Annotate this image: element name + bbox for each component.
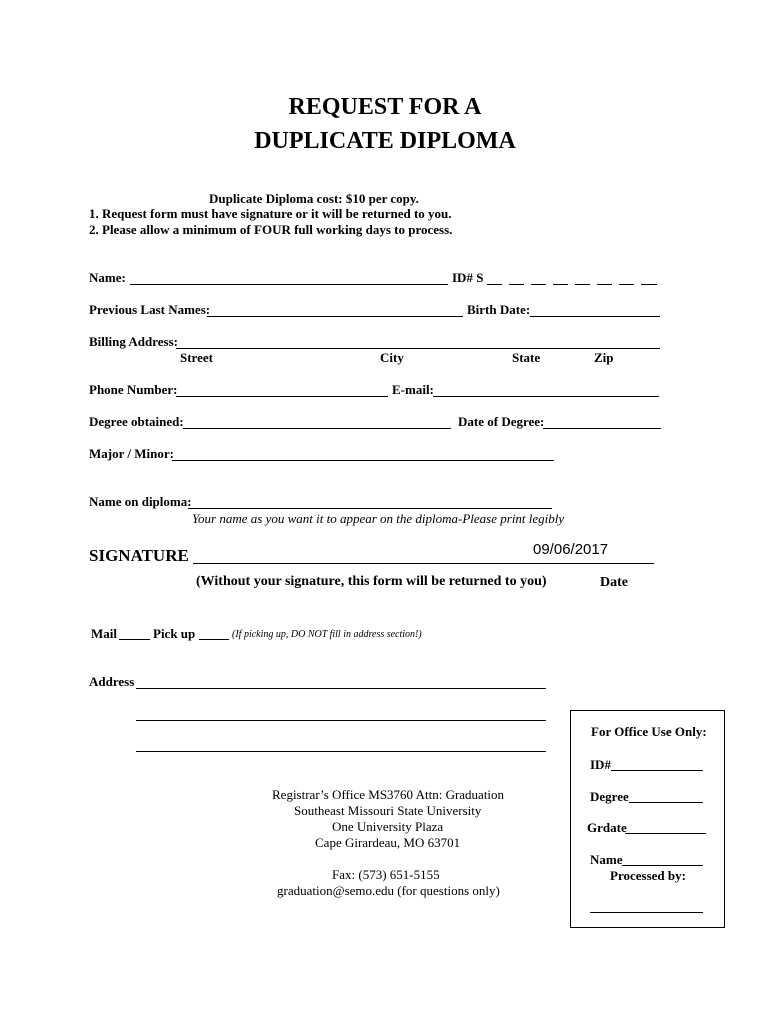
name-on-diploma-label: Name on diploma:	[89, 494, 192, 509]
signature-label: SIGNATURE	[89, 546, 189, 565]
office-degree-label: Degree	[590, 789, 629, 804]
id-digit[interactable]	[597, 284, 612, 285]
address-line-3[interactable]	[136, 751, 546, 752]
cost-text: Duplicate Diploma cost: $10 per copy.	[209, 191, 419, 206]
signature-date-label: Date	[600, 575, 628, 590]
email-label: E-mail:	[392, 382, 434, 397]
office-name-field[interactable]	[622, 865, 703, 866]
state-label: State	[512, 350, 541, 365]
birth-date-label: Birth Date:	[467, 302, 531, 317]
address-line-1[interactable]	[136, 688, 546, 689]
mail-checkbox-line[interactable]	[119, 639, 150, 640]
rule-1: 1. Request form must have signature or it will be returned to you.	[89, 206, 452, 221]
office-grdate-label: Grdate	[587, 820, 627, 835]
office-grdate-field[interactable]	[625, 833, 706, 834]
city-label: City	[380, 350, 404, 365]
address-line-2[interactable]	[136, 720, 546, 721]
signature-date-value[interactable]: 09/06/2017	[533, 541, 609, 558]
office-use-heading: For Office Use Only:	[591, 724, 707, 739]
id-digit[interactable]	[531, 284, 546, 285]
billing-address-field[interactable]	[176, 348, 660, 349]
page-title-line2: DUPLICATE DIPLOMA	[254, 128, 516, 154]
office-id-field[interactable]	[611, 770, 703, 771]
id-label: ID# S	[452, 270, 484, 285]
pickup-label: Pick up	[153, 626, 196, 641]
registrar-line-2: Southeast Missouri State University	[294, 803, 482, 818]
name-on-diploma-hint: Your name as you want it to appear on the diploma-Please print legibly	[192, 511, 565, 526]
registrar-line-1: Registrar’s Office MS3760 Attn: Graduation	[272, 787, 505, 802]
billing-address-label: Billing Address:	[89, 334, 178, 349]
office-processed-by-field[interactable]	[590, 912, 703, 913]
signature-note: (Without your signature, this form will be returned to you)	[196, 574, 547, 589]
previous-last-names-field[interactable]	[207, 316, 463, 317]
pickup-checkbox-line[interactable]	[199, 639, 229, 640]
id-digit[interactable]	[509, 284, 524, 285]
name-field[interactable]	[130, 284, 448, 285]
street-label: Street	[180, 350, 213, 365]
major-minor-label: Major / Minor:	[89, 446, 174, 461]
name-label: Name:	[89, 270, 126, 285]
registrar-email[interactable]: graduation@semo.edu (for questions only)	[277, 883, 500, 898]
id-digit[interactable]	[553, 284, 568, 285]
id-digit[interactable]	[575, 284, 590, 285]
degree-obtained-field[interactable]	[183, 428, 451, 429]
office-processed-by-label: Processed by:	[610, 868, 686, 883]
registrar-line-3: One University Plaza	[332, 819, 444, 834]
date-of-degree-field[interactable]	[543, 428, 661, 429]
pickup-note: (If picking up, DO NOT fill in address section!)	[232, 629, 422, 640]
signature-field[interactable]	[193, 563, 654, 564]
page-title-line1: REQUEST FOR A	[288, 94, 482, 120]
registrar-line-4: Cape Girardeau, MO 63701	[315, 835, 461, 850]
major-minor-field[interactable]	[172, 460, 554, 461]
id-digit[interactable]	[487, 284, 502, 285]
id-digit[interactable]	[641, 284, 657, 285]
name-on-diploma-field[interactable]	[188, 508, 552, 509]
degree-obtained-label: Degree obtained:	[89, 414, 184, 429]
office-name-label: Name	[590, 852, 623, 867]
address-label: Address	[89, 674, 135, 689]
birth-date-field[interactable]	[530, 316, 660, 317]
phone-field[interactable]	[176, 396, 388, 397]
previous-last-names-label: Previous Last Names:	[89, 302, 211, 317]
office-id-label: ID#	[590, 757, 611, 772]
zip-label: Zip	[594, 350, 614, 365]
office-degree-field[interactable]	[629, 802, 703, 803]
registrar-fax: Fax: (573) 651-5155	[332, 867, 440, 882]
office-use-box	[570, 710, 725, 928]
date-of-degree-label: Date of Degree:	[458, 414, 545, 429]
mail-label: Mail	[91, 626, 117, 641]
id-digit[interactable]	[619, 284, 634, 285]
phone-label: Phone Number:	[89, 382, 178, 397]
rule-2: 2. Please allow a minimum of FOUR full working days to process.	[89, 222, 453, 237]
email-field[interactable]	[433, 396, 659, 397]
